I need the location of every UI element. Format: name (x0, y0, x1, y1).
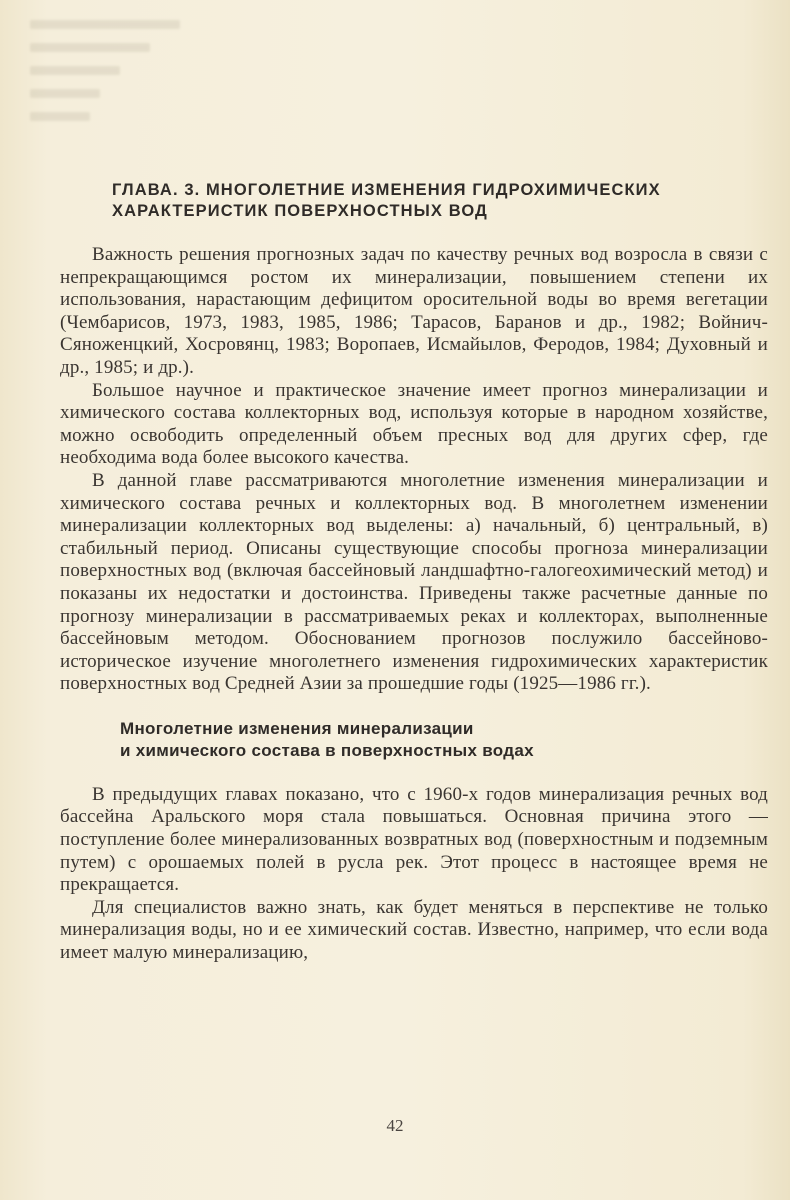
chapter-title (112, 180, 768, 222)
chapter-title-line-2: ХАРАКТЕРИСТИК ПОВЕРХНОСТНЫХ ВОД (112, 202, 488, 220)
paragraph: В предыдущих главах показано, что с 1960-х годов минерализация речных вод бассейна Аральского моря стала повышаться. Основная причина этого — поступление более минерализованных возвратных вод (поверхностным и подземным путем) с орошаемых полей в русла рек. Этот процесс в настоящее время не прекращается. (60, 783, 768, 896)
section-title-line-1: Многолетние изменения минерализации (120, 718, 474, 738)
section-title (120, 718, 768, 762)
page-content (60, 180, 768, 965)
paragraph: Важность решения прогнозных задач по качеству речных вод возросла в связи с непрекращающимся ростом их минерализации, повышением степени их использования, нарастающим дефицитом оросительной воды во время вегетации (Чембарисов, 1973, 1983, 1985, 1986; Тарасов, Баранов и др., 1982; Войнич-Сяноженцкий, Хосровянц, 1983; Воропаев, Исмайылов, Феродов, 1984; Духовный и др., 1985; и др.). (60, 244, 768, 378)
bleed-through-shadow (30, 20, 210, 140)
paragraph: Для специалистов важно знать, как будет меняться в перспективе не только минерализация воды, но и ее химический состав. Известно, например, что если вода имеет малую минерализацию, (60, 896, 768, 964)
paragraph: В данной главе рассматриваются многолетние изменения минерализации и химического состава речных и коллекторных вод. В многолетнем изменении минерализации коллекторных вод выделены: а) начальный, б) центральный, в) стабильный период. Описаны существующие способы прогноза минерализации поверхностных вод (включая бассейновый ландшафтно-галогеохимический метод) и показаны их недостатки и достоинства. Приведены также расчетные данные по прогнозу минерализации в рассматриваемых реках и коллекторах, выполненные бассейновым методом. Обоснованием прогнозов послужило бассейново-историческое изучение многолетнего изменения гидрохимических характеристик поверхностных вод Средней Азии за прошедшие годы (1925—1986 гг.). (60, 469, 768, 695)
chapter-title-line-1: ГЛАВА. 3. МНОГОЛЕТНИЕ ИЗМЕНЕНИЯ ГИДРОХИМИЧЕСКИХ (112, 181, 661, 199)
section-title-line-2: и химического состава в поверхностных водах (120, 740, 534, 760)
paragraph: Большое научное и практическое значение имеет прогноз минерализации и химического состава коллекторных вод, используя которые в народном хозяйстве, можно освободить определенный объем пресных вод для других сфер, где необходима вода более высокого качества. (60, 379, 768, 469)
page-number: 42 (386, 1116, 404, 1135)
